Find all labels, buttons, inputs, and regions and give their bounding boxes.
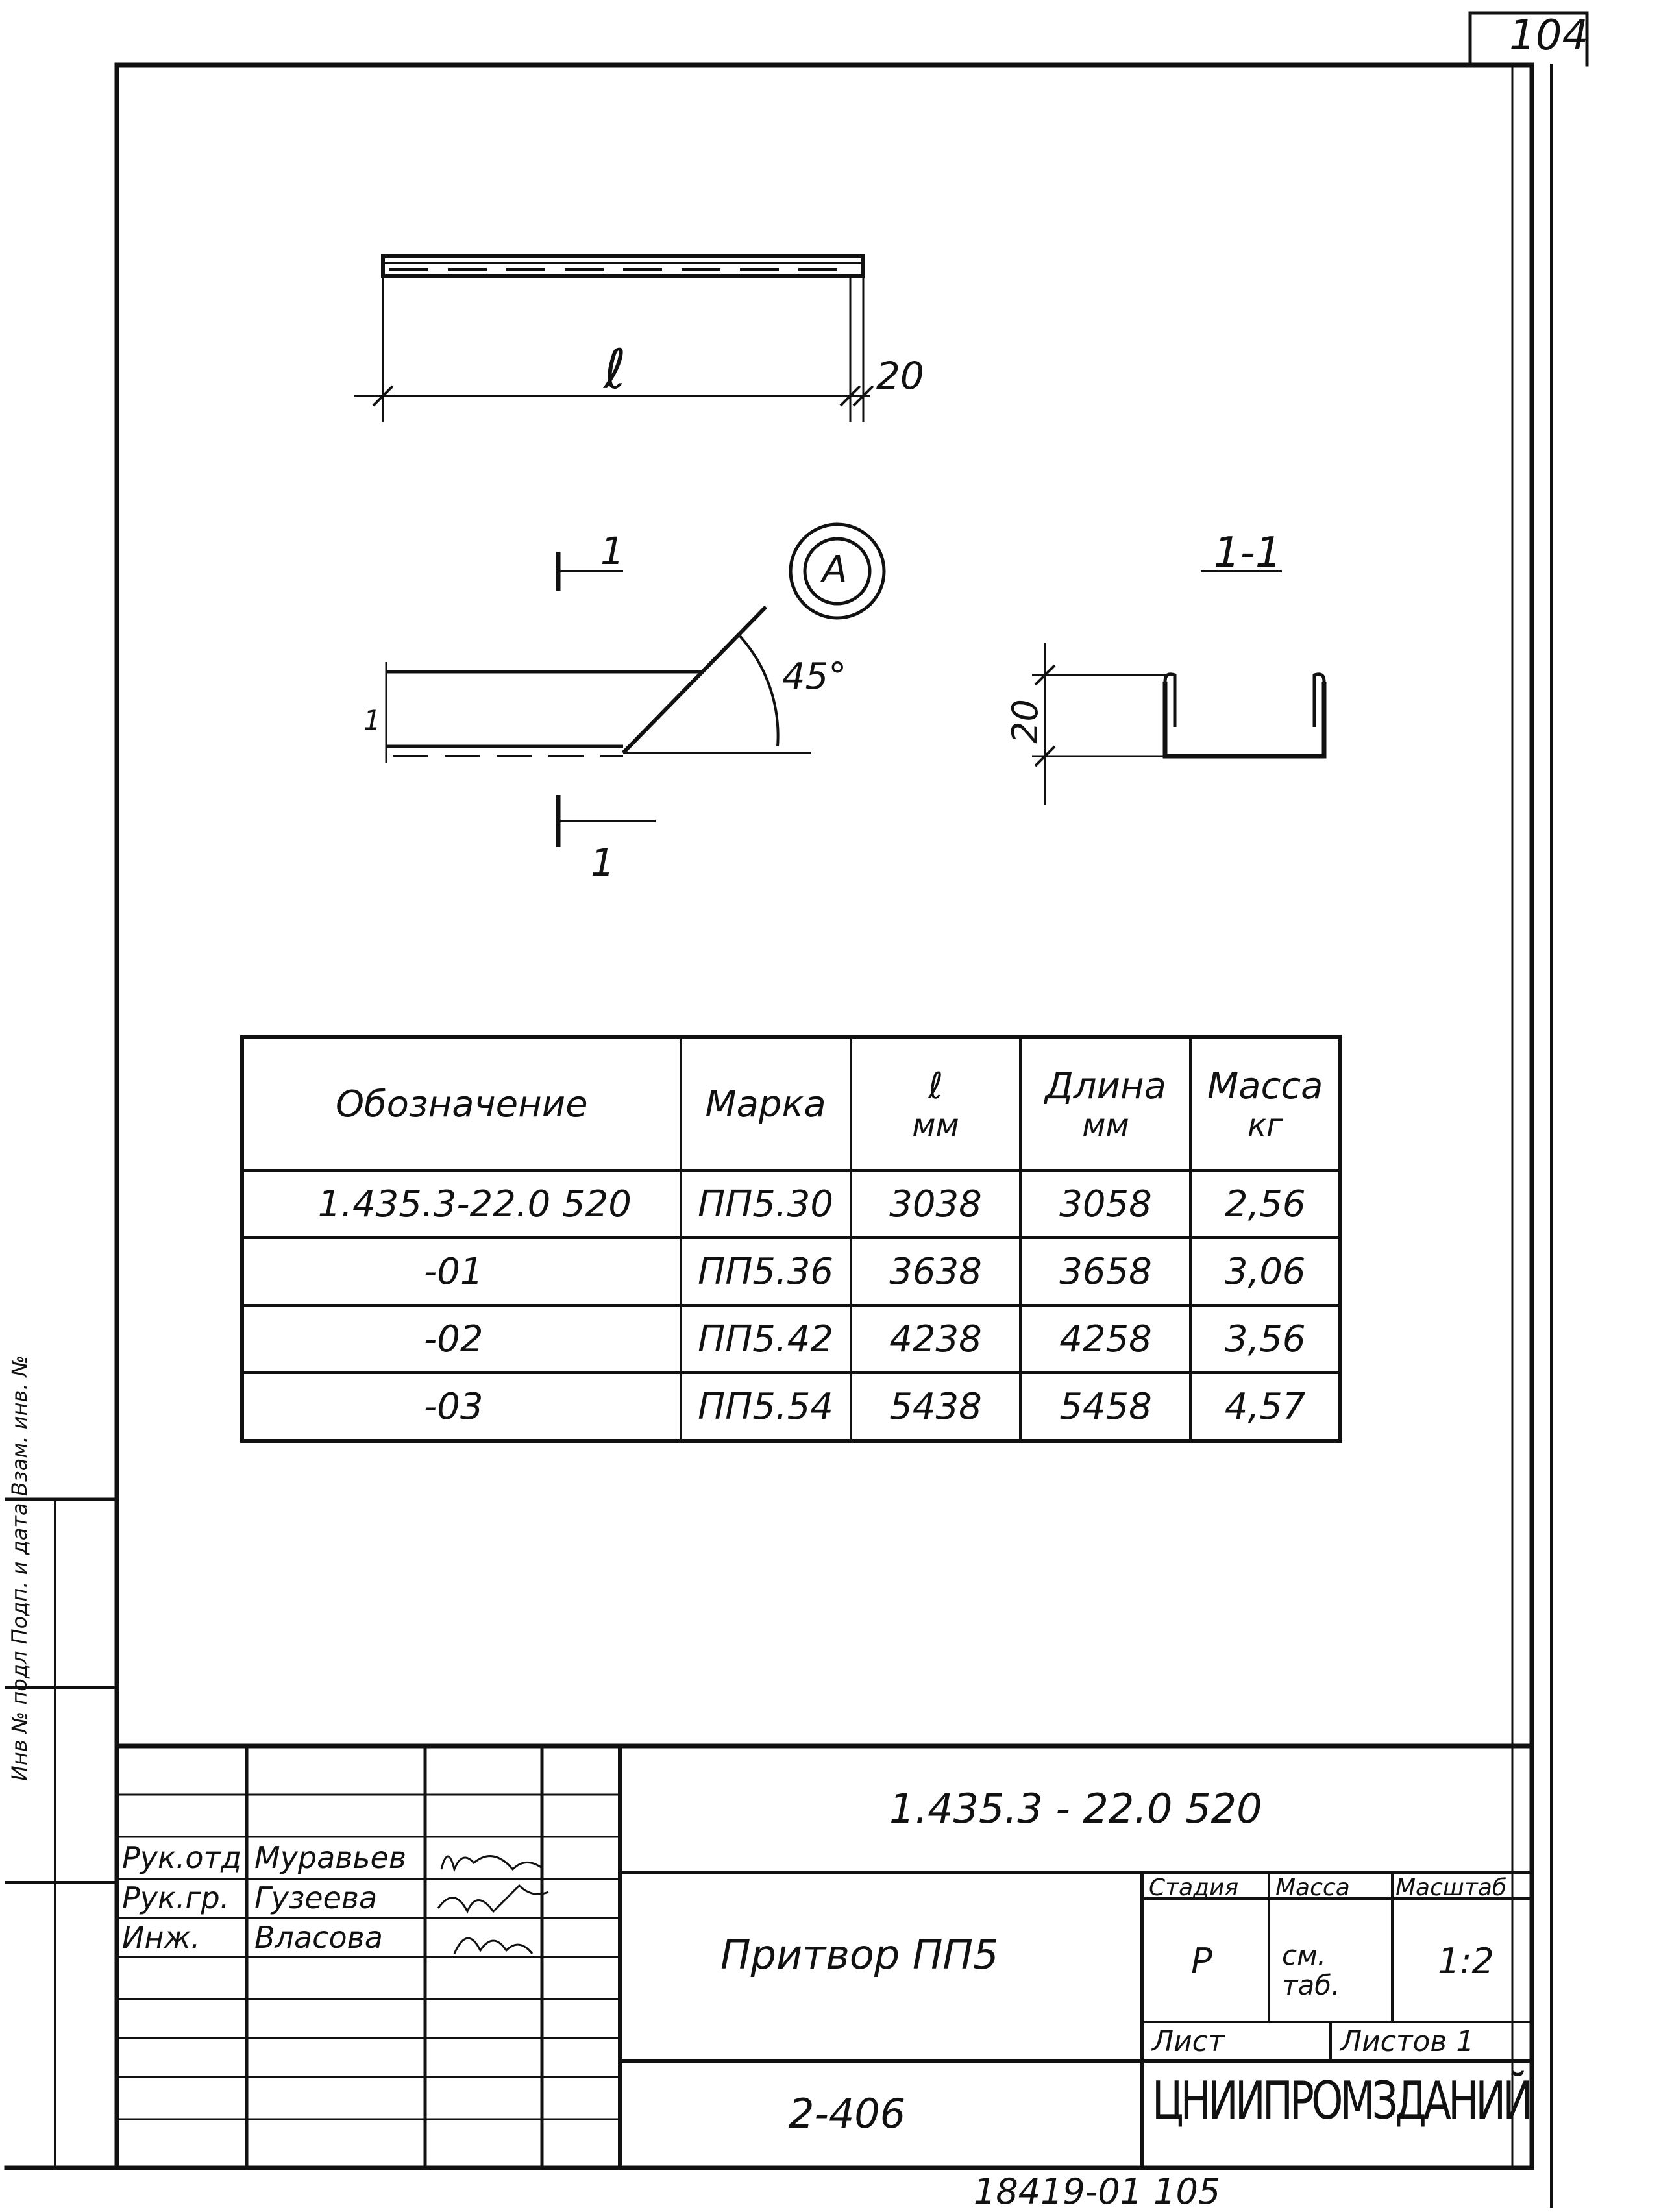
header-mass: Масса кг [1190, 1037, 1340, 1170]
organization-name: ЦНИИПРОМЗДАНИЙ [1152, 2071, 1530, 2131]
role-engineer: Инж. [122, 1920, 201, 1955]
section-mark-top: 1 [600, 529, 624, 573]
role-group-lead: Рук.гр. [122, 1880, 230, 1915]
header-l: ℓ мм [851, 1037, 1021, 1170]
name-head-of-dept: Муравьев [254, 1840, 406, 1875]
drawing-title: Притвор ПП5 [720, 1931, 999, 1978]
scale-value: 1:2 [1438, 1941, 1494, 1982]
header-mark: Марка [681, 1037, 851, 1170]
table-row: -03 ПП5.54 5438 5458 4,57 [242, 1373, 1340, 1441]
angle-label: 45° [782, 656, 847, 698]
table-row: 1.435.3-22.0 520 ПП5.30 3038 3058 2,56 [242, 1170, 1340, 1238]
sheets-label: Листов 1 [1340, 2025, 1475, 2058]
bottom-code: 18419-01 105 [974, 2171, 1221, 2212]
header-designation: Обозначение [242, 1037, 681, 1170]
margin-stamp: Инв № подл Подп. и дата Взам. инв. № [7, 1355, 32, 1781]
mass-label: Масса [1275, 1874, 1350, 1901]
name-engineer: Власова [254, 1920, 383, 1955]
section-view [1032, 571, 1324, 805]
table-header-row [242, 1037, 1340, 1170]
length-label: ℓ [604, 338, 626, 401]
sheet-label: Лист [1152, 2025, 1225, 2058]
section-mark-bottom: 1 [591, 841, 615, 885]
scale-label: Масштаб [1395, 1874, 1507, 1901]
dimension-20-top: 20 [876, 354, 924, 398]
sheet-number: 104 [1509, 12, 1589, 60]
specification-table [240, 1035, 1342, 1443]
detail-callout: А [822, 548, 848, 591]
name-group-lead: Гузеева [254, 1880, 378, 1915]
table-row: -02 ПП5.42 4238 4258 3,56 [242, 1305, 1340, 1373]
document-code: 1.435.3 - 22.0 520 [889, 1785, 1262, 1832]
album-number: 2-406 [789, 2090, 906, 2137]
stage-value: Р [1191, 1941, 1212, 1982]
role-head-of-dept: Рук.отд [122, 1840, 242, 1875]
header-length: Длина мм [1020, 1037, 1190, 1170]
table-row: -01 ПП5.36 3638 3658 3,06 [242, 1238, 1340, 1305]
section-mark-side: 1 [363, 704, 381, 736]
section-height-dimension: 20 [1004, 699, 1046, 744]
stage-label: Стадия [1149, 1874, 1239, 1901]
section-title: 1-1 [1214, 529, 1282, 577]
mass-value: см. таб. [1282, 1939, 1340, 2001]
